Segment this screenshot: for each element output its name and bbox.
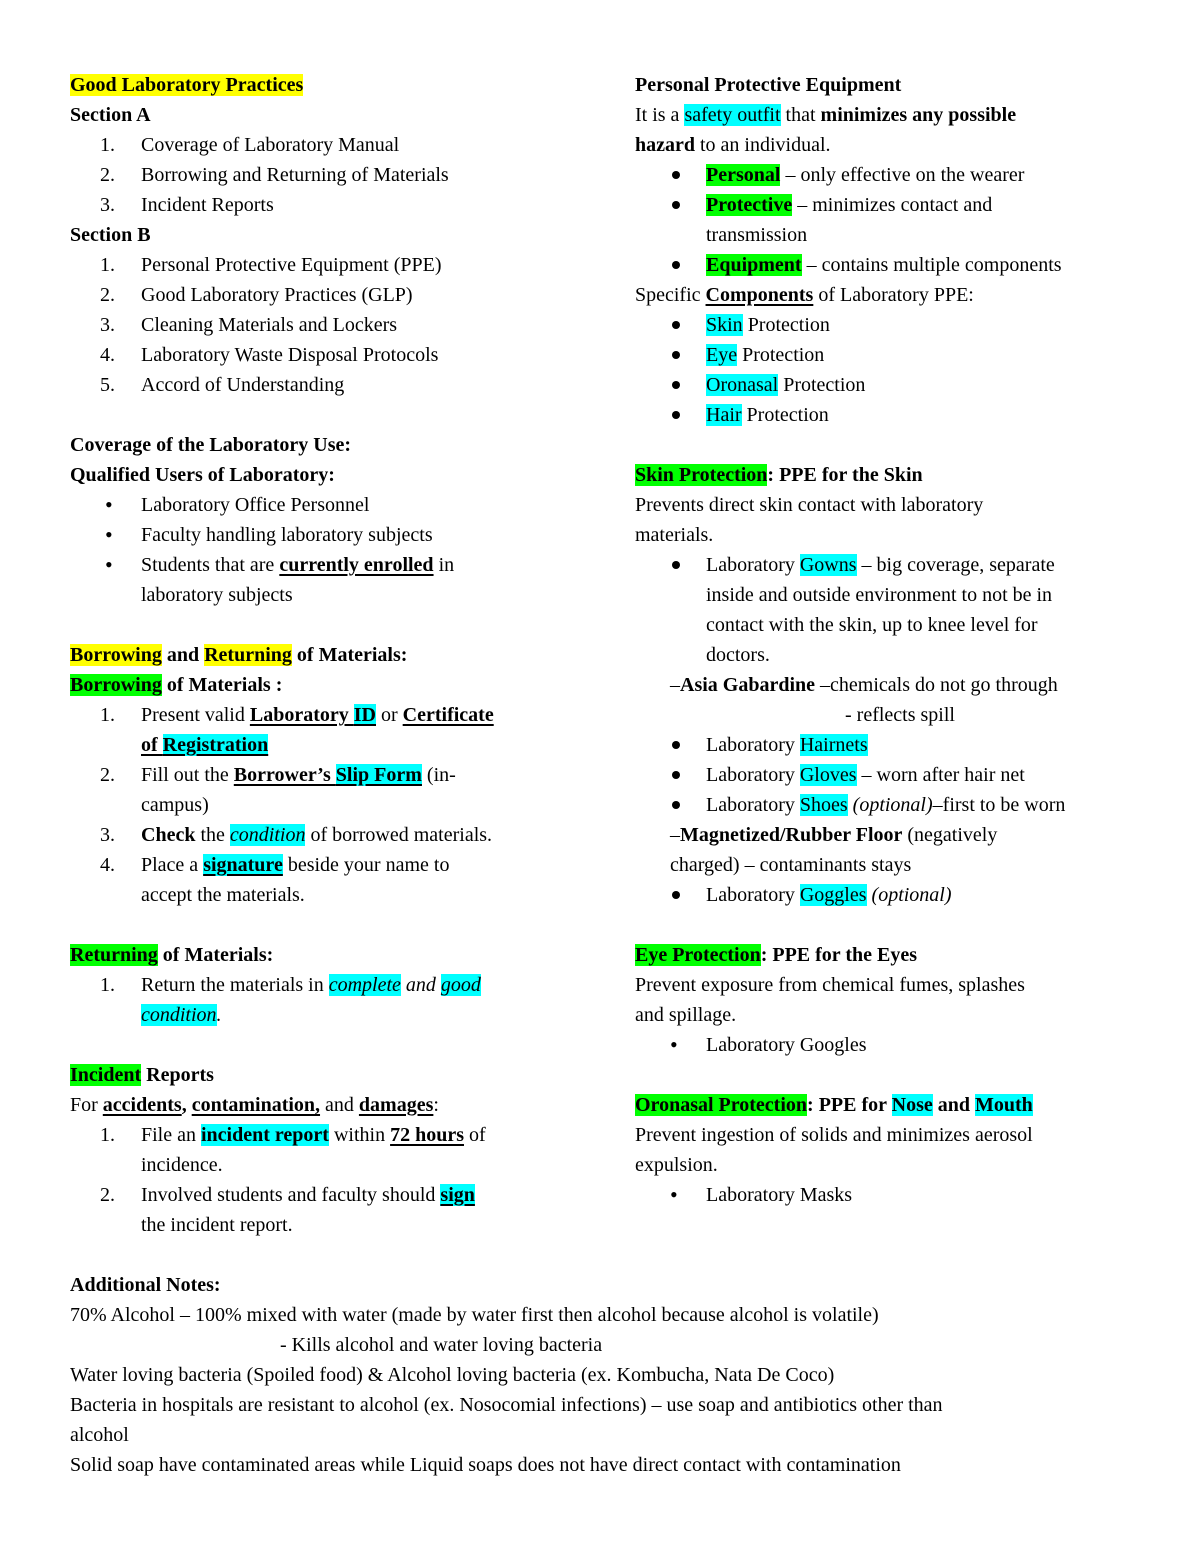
list-item bbox=[70, 970, 590, 1000]
text-line bbox=[70, 100, 590, 130]
text-run: –chemicals do not go through bbox=[815, 674, 1058, 696]
list-number: 4. bbox=[100, 344, 115, 366]
list-number: 2. bbox=[100, 284, 115, 306]
text-run: of bbox=[141, 734, 163, 756]
text-run: : PPE for bbox=[807, 1094, 892, 1116]
highlighted-text: Eye bbox=[706, 344, 738, 366]
list-number: 2. bbox=[100, 1184, 115, 1206]
text-run: Coverage of the Laboratory Use: bbox=[70, 434, 352, 456]
text-run: : PPE for the Skin bbox=[767, 464, 923, 486]
text-run: Personal Protective Equipment bbox=[635, 74, 902, 96]
text-run: Laboratory Googles bbox=[706, 1034, 867, 1056]
text-run: Prevent exposure from chemical fumes, splashes bbox=[635, 974, 1025, 996]
text-run: contact with the skin, up to knee level for bbox=[706, 614, 1038, 636]
highlighted-text: Borrowing bbox=[70, 644, 162, 666]
text-line bbox=[70, 940, 590, 970]
highlighted-text: signature bbox=[203, 854, 283, 876]
highlighted-text: complete bbox=[328, 974, 401, 996]
highlighted-text: Shoes bbox=[799, 794, 848, 816]
list-item bbox=[635, 880, 1135, 910]
list-number: 5. bbox=[100, 374, 115, 396]
text-run: File an bbox=[141, 1124, 201, 1146]
text-run: (negatively bbox=[902, 824, 998, 846]
bullet-icon: • bbox=[105, 552, 113, 577]
text-run: and bbox=[400, 974, 441, 996]
list-item bbox=[70, 820, 590, 850]
text-run: – big coverage, separate bbox=[856, 554, 1055, 576]
text-line bbox=[70, 460, 590, 490]
bullet-disc-icon bbox=[672, 891, 680, 899]
text-line bbox=[635, 970, 1135, 1000]
list-item bbox=[70, 1180, 590, 1210]
list-item bbox=[70, 490, 590, 520]
spacer bbox=[70, 910, 590, 940]
text-run: contamination, bbox=[191, 1094, 321, 1116]
list-item bbox=[70, 250, 590, 280]
text-line bbox=[70, 1360, 1140, 1390]
bullet-disc-icon bbox=[672, 741, 680, 749]
text-line bbox=[70, 430, 590, 460]
list-item bbox=[635, 670, 1135, 700]
text-run: , bbox=[181, 1094, 192, 1116]
bullet-disc-icon bbox=[672, 261, 680, 269]
text-run: Return the materials in bbox=[141, 974, 329, 996]
list-number: 3. bbox=[100, 314, 115, 336]
list-item bbox=[635, 640, 1135, 670]
list-item bbox=[70, 1120, 590, 1150]
highlighted-text: Eye Protection bbox=[635, 944, 761, 966]
list-item bbox=[635, 550, 1135, 580]
bullet-disc-icon bbox=[672, 411, 680, 419]
text-run: Section B bbox=[70, 224, 151, 246]
highlighted-text: Personal bbox=[706, 164, 781, 186]
list-number: 1. bbox=[100, 1124, 115, 1146]
highlighted-text: Protective bbox=[706, 194, 793, 216]
text-line bbox=[70, 1090, 590, 1120]
list-item bbox=[635, 700, 1135, 730]
highlighted-text: condition bbox=[141, 1004, 217, 1026]
text-run: (in- bbox=[421, 764, 456, 786]
text-run: of Materials: bbox=[157, 944, 274, 966]
highlighted-text: Returning bbox=[70, 944, 158, 966]
highlighted-text: ID bbox=[353, 704, 376, 726]
list-item bbox=[70, 280, 590, 310]
text-run: Laboratory bbox=[706, 734, 800, 756]
text-run: campus) bbox=[141, 794, 209, 816]
bullet-disc-icon bbox=[672, 381, 680, 389]
text-run: Involved students and faculty should bbox=[141, 1184, 441, 1206]
text-run: Protection bbox=[742, 314, 830, 336]
spacer bbox=[70, 400, 590, 430]
text-run: Cleaning Materials and Lockers bbox=[141, 314, 398, 336]
text-run: and bbox=[161, 644, 205, 666]
text-run: incidence. bbox=[141, 1154, 223, 1176]
text-line bbox=[70, 1060, 590, 1090]
text-run: : PPE for the Eyes bbox=[760, 944, 917, 966]
text-run: Incident Reports bbox=[141, 194, 274, 216]
bullet-icon: • bbox=[670, 1182, 678, 1207]
text-line bbox=[635, 1090, 1135, 1120]
text-run: Coverage of Laboratory Manual bbox=[141, 134, 400, 156]
text-run: Protection bbox=[778, 374, 866, 396]
text-run: Laboratory bbox=[706, 554, 800, 576]
bullet-disc-icon bbox=[672, 771, 680, 779]
list-item bbox=[635, 340, 1135, 370]
list-item bbox=[70, 760, 590, 790]
text-run: Protection bbox=[741, 404, 829, 426]
text-line bbox=[635, 940, 1135, 970]
text-run: inside and outside environment to not be in bbox=[706, 584, 1053, 606]
list-item bbox=[635, 1030, 1135, 1060]
text-run: Certificate bbox=[402, 704, 494, 726]
text-run: – only effective on the wearer bbox=[780, 164, 1025, 186]
text-run: and bbox=[932, 1094, 975, 1116]
text-run: beside your name to bbox=[282, 854, 450, 876]
text-run: Laboratory Waste Disposal Protocols bbox=[141, 344, 439, 366]
highlighted-text: Hair bbox=[706, 404, 742, 426]
highlighted-text: Registration bbox=[162, 734, 269, 756]
text-run: damages bbox=[358, 1094, 434, 1116]
text-run: Borrower’s bbox=[233, 764, 336, 786]
text-run: transmission bbox=[706, 224, 808, 246]
text-line bbox=[635, 100, 1135, 130]
text-run: of bbox=[463, 1124, 486, 1146]
list-item bbox=[70, 580, 590, 610]
spacer bbox=[70, 1030, 590, 1060]
text-run: - reflects spill bbox=[845, 704, 955, 726]
text-run: Magnetized/Rubber Floor bbox=[680, 824, 903, 846]
text-run: laboratory subjects bbox=[141, 584, 293, 606]
list-number: 2. bbox=[100, 764, 115, 786]
text-line bbox=[635, 1150, 1135, 1180]
text-run: 72 hours bbox=[390, 1124, 464, 1146]
text-run: of Laboratory PPE: bbox=[813, 284, 974, 306]
text-line bbox=[635, 70, 1135, 100]
text-run: hazard bbox=[635, 134, 695, 156]
text-run: accept the materials. bbox=[141, 884, 305, 906]
list-item bbox=[635, 400, 1135, 430]
text-run: . bbox=[216, 1004, 222, 1026]
text-run: Laboratory bbox=[706, 884, 800, 906]
bullet-icon: • bbox=[670, 1032, 678, 1057]
text-run: Prevents direct skin contact with laboratory bbox=[635, 494, 984, 516]
list-item bbox=[635, 190, 1135, 220]
left-column bbox=[70, 70, 590, 1240]
text-line bbox=[635, 520, 1135, 550]
highlighted-text: Mouth bbox=[975, 1094, 1033, 1116]
list-item bbox=[635, 220, 1135, 250]
list-item bbox=[70, 700, 590, 730]
highlighted-text: Slip Form bbox=[335, 764, 422, 786]
highlighted-text: Hairnets bbox=[799, 734, 868, 756]
highlighted-text: sign bbox=[440, 1184, 475, 1206]
text-run: the incident report. bbox=[141, 1214, 293, 1236]
text-run: 70% Alcohol – 100% mixed with water (made by water first then alcohol because alcohol is volatile) bbox=[70, 1304, 879, 1326]
right-column bbox=[635, 70, 1135, 1210]
text-run: Personal Protective Equipment (PPE) bbox=[141, 254, 442, 276]
text-run: Qualified Users of Laboratory: bbox=[70, 464, 335, 486]
text-run: It is a bbox=[635, 104, 685, 126]
text-run: – minimizes contact and bbox=[792, 194, 993, 216]
list-item bbox=[635, 820, 1135, 850]
highlighted-text: Oronasal bbox=[706, 374, 779, 396]
text-run: that bbox=[780, 104, 821, 126]
list-item bbox=[70, 1330, 1140, 1360]
list-item bbox=[70, 520, 590, 550]
text-run: of Materials: bbox=[291, 644, 408, 666]
text-line bbox=[70, 1300, 1140, 1330]
text-run: : bbox=[433, 1094, 439, 1116]
text-run: Fill out the bbox=[141, 764, 234, 786]
text-run: of Materials : bbox=[161, 674, 283, 696]
text-run: Borrowing and Returning of Materials bbox=[141, 164, 449, 186]
text-run: Solid soap have contaminated areas while Liquid soaps does not have direct contact with contamination bbox=[70, 1454, 901, 1476]
highlighted-text: Nose bbox=[891, 1094, 933, 1116]
list-item bbox=[70, 1150, 590, 1180]
highlighted-text: Good Laboratory Practices bbox=[70, 74, 304, 96]
list-number: 1. bbox=[100, 254, 115, 276]
list-number: 1. bbox=[100, 134, 115, 156]
bullet-icon: • bbox=[105, 492, 113, 517]
text-line bbox=[70, 1390, 1140, 1420]
text-run: – bbox=[670, 674, 680, 696]
text-run: – bbox=[670, 824, 680, 846]
bullet-disc-icon bbox=[672, 801, 680, 809]
text-run: Protection bbox=[737, 344, 825, 366]
text-run: charged) – contaminants stays bbox=[670, 854, 912, 876]
text-run: Section A bbox=[70, 104, 151, 126]
text-run: Bacteria in hospitals are resistant to alcohol (ex. Nosocomial infections) – use soap and antibiotics other than bbox=[70, 1394, 943, 1416]
text-run: in bbox=[433, 554, 455, 576]
bullet-icon: • bbox=[105, 522, 113, 547]
list-number: 4. bbox=[100, 854, 115, 876]
text-run: Check bbox=[141, 824, 196, 846]
highlighted-text: Oronasal Protection bbox=[635, 1094, 808, 1116]
text-line bbox=[70, 220, 590, 250]
list-item bbox=[70, 340, 590, 370]
text-run: currently enrolled bbox=[279, 554, 434, 576]
text-run: minimizes any possible bbox=[820, 104, 1017, 126]
text-run: Present valid bbox=[141, 704, 250, 726]
list-item bbox=[70, 1000, 590, 1030]
text-run: Accord of Understanding bbox=[141, 374, 345, 396]
text-run: Asia Gabardine bbox=[680, 674, 816, 696]
bullet-disc-icon bbox=[672, 321, 680, 329]
text-run: Faculty handling laboratory subjects bbox=[141, 524, 433, 546]
highlighted-text: Returning bbox=[204, 644, 292, 666]
highlighted-text: Skin Protection bbox=[635, 464, 768, 486]
highlighted-text: condition bbox=[229, 824, 306, 846]
bullet-disc-icon bbox=[672, 561, 680, 569]
list-number: 1. bbox=[100, 974, 115, 996]
text-line bbox=[70, 1420, 1140, 1450]
list-item bbox=[70, 730, 590, 760]
text-run: – contains multiple components bbox=[801, 254, 1062, 276]
text-line bbox=[70, 70, 590, 100]
text-run: Additional Notes: bbox=[70, 1274, 221, 1296]
text-run: the bbox=[195, 824, 230, 846]
highlighted-text: incident report bbox=[201, 1124, 329, 1146]
list-number: 1. bbox=[100, 704, 115, 726]
text-run: Laboratory bbox=[249, 704, 354, 726]
list-number: 3. bbox=[100, 194, 115, 216]
list-number: 2. bbox=[100, 164, 115, 186]
spacer bbox=[635, 430, 1135, 460]
text-run: of borrowed materials. bbox=[305, 824, 493, 846]
highlighted-text: Gloves bbox=[799, 764, 857, 786]
highlighted-text: Gowns bbox=[799, 554, 857, 576]
list-item bbox=[70, 130, 590, 160]
text-run: Laboratory bbox=[706, 794, 800, 816]
text-line bbox=[70, 640, 590, 670]
list-item bbox=[635, 730, 1135, 760]
additional-notes bbox=[70, 1270, 1140, 1480]
list-item bbox=[635, 370, 1135, 400]
text-run: –first to be worn bbox=[932, 794, 1066, 816]
highlighted-text: Skin bbox=[706, 314, 743, 336]
list-item bbox=[635, 310, 1135, 340]
text-run: Reports bbox=[141, 1064, 214, 1086]
list-item bbox=[70, 550, 590, 580]
text-line bbox=[635, 460, 1135, 490]
list-item bbox=[635, 760, 1135, 790]
text-line bbox=[635, 490, 1135, 520]
text-line bbox=[635, 1000, 1135, 1030]
list-number: 3. bbox=[100, 824, 115, 846]
spacer bbox=[635, 910, 1135, 940]
text-run: (optional) bbox=[871, 884, 952, 906]
text-run: Laboratory bbox=[706, 764, 800, 786]
text-run: within bbox=[328, 1124, 391, 1146]
spacer bbox=[70, 610, 590, 640]
text-run: Good Laboratory Practices (GLP) bbox=[141, 284, 413, 306]
highlighted-text: Incident bbox=[70, 1064, 142, 1086]
bullet-disc-icon bbox=[672, 201, 680, 209]
list-item bbox=[635, 250, 1135, 280]
highlighted-text: Equipment bbox=[706, 254, 802, 276]
text-run: and spillage. bbox=[635, 1004, 737, 1026]
text-run: Laboratory Masks bbox=[706, 1184, 853, 1206]
text-run: Prevent ingestion of solids and minimizes aerosol bbox=[635, 1124, 1033, 1146]
text-line bbox=[635, 1120, 1135, 1150]
bullet-disc-icon bbox=[672, 171, 680, 179]
text-run: – worn after hair net bbox=[856, 764, 1025, 786]
text-run: Students that are bbox=[141, 554, 280, 576]
highlighted-text: Borrowing bbox=[70, 674, 162, 696]
text-run: Laboratory Office Personnel bbox=[141, 494, 370, 516]
list-item bbox=[635, 790, 1135, 820]
text-run: doctors. bbox=[706, 644, 770, 666]
list-item bbox=[635, 850, 1135, 880]
bullet-disc-icon bbox=[672, 351, 680, 359]
text-run: Place a bbox=[141, 854, 204, 876]
text-run: and bbox=[320, 1094, 359, 1116]
list-item bbox=[70, 160, 590, 190]
text-run: Components bbox=[705, 284, 814, 306]
list-item bbox=[635, 580, 1135, 610]
list-item bbox=[635, 610, 1135, 640]
text-line bbox=[70, 1450, 1140, 1480]
text-run: accidents bbox=[102, 1094, 182, 1116]
text-run: (optional) bbox=[852, 794, 933, 816]
text-run: For bbox=[70, 1094, 103, 1116]
text-run: - Kills alcohol and water loving bacteria bbox=[280, 1334, 603, 1356]
list-item bbox=[70, 850, 590, 880]
text-line bbox=[635, 280, 1135, 310]
list-item bbox=[70, 310, 590, 340]
list-item bbox=[635, 1180, 1135, 1210]
text-line bbox=[70, 1270, 1140, 1300]
list-item bbox=[70, 190, 590, 220]
text-run: expulsion. bbox=[635, 1154, 718, 1176]
text-run: or bbox=[376, 704, 403, 726]
text-line bbox=[635, 130, 1135, 160]
text-run: to an individual. bbox=[695, 134, 831, 156]
text-run: Water loving bacteria (Spoiled food) & Alcohol loving bacteria (ex. Kombucha, Nata De Coco) bbox=[70, 1364, 835, 1386]
highlighted-text: Goggles bbox=[799, 884, 867, 906]
list-item bbox=[70, 1210, 590, 1240]
text-line bbox=[70, 670, 590, 700]
highlighted-text: good bbox=[440, 974, 481, 996]
list-item bbox=[70, 370, 590, 400]
text-run: Specific bbox=[635, 284, 706, 306]
spacer bbox=[635, 1060, 1135, 1090]
highlighted-text: safety outfit bbox=[684, 104, 781, 126]
list-item bbox=[635, 160, 1135, 190]
list-item bbox=[70, 790, 590, 820]
list-item bbox=[70, 880, 590, 910]
text-run: alcohol bbox=[70, 1424, 129, 1446]
text-run: materials. bbox=[635, 524, 714, 546]
